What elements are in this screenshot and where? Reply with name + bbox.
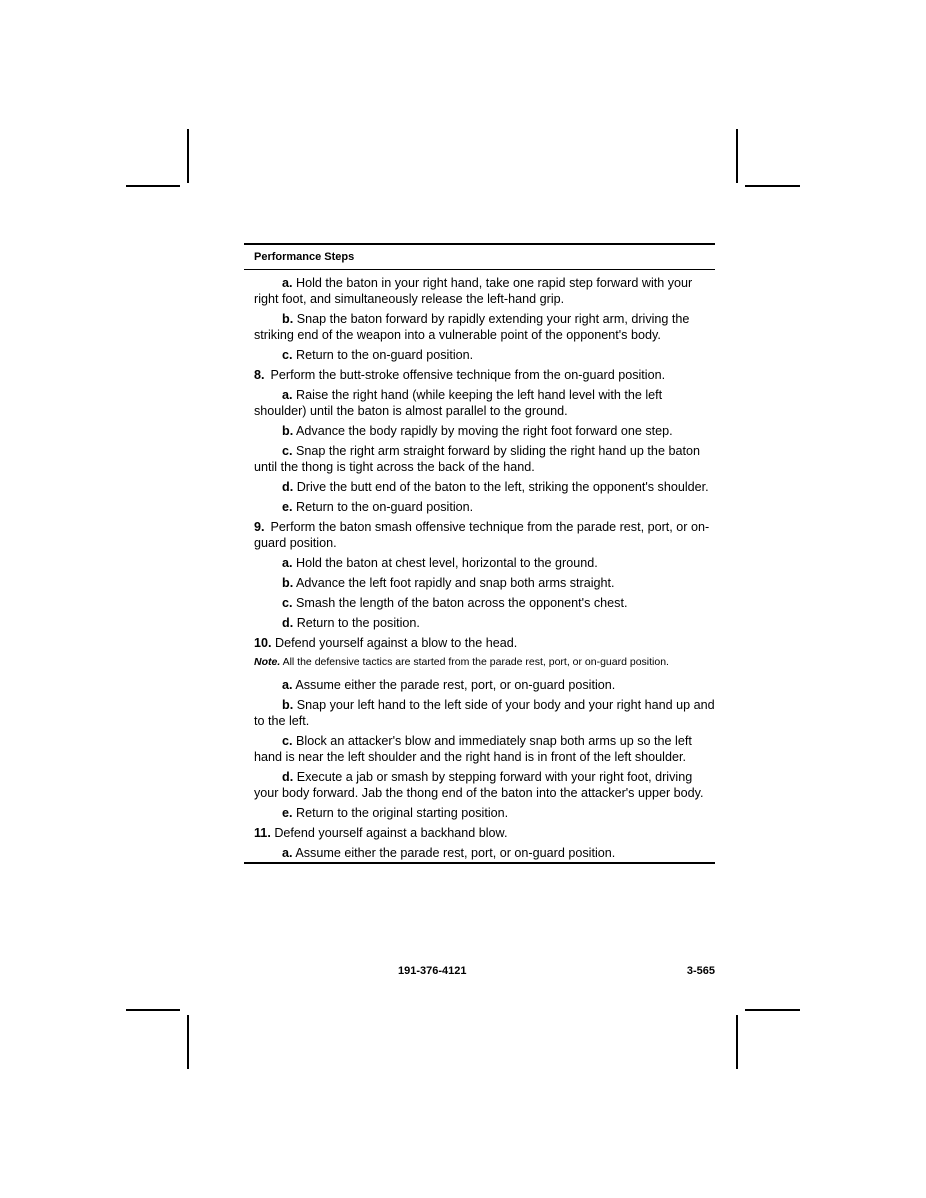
section-title: Performance Steps: [254, 251, 355, 263]
substep: [254, 769, 715, 801]
substep: [254, 575, 715, 591]
substep-text: Hold the baton at chest level, horizontal to the ground.: [296, 556, 598, 570]
step-text: Defend yourself against a backhand blow.: [274, 826, 508, 840]
substep: [254, 595, 715, 611]
step-number: 8.: [254, 368, 265, 382]
step-9: [254, 519, 715, 551]
substep-text: Raise the right hand (while keeping the left hand level with the left shoulder) until the baton is almost parallel to the ground.: [254, 388, 663, 418]
substep-text: Snap your left hand to the left side of your body and your right hand up and to the left.: [254, 698, 715, 728]
substep: [254, 697, 715, 729]
substep-label: b.: [282, 312, 294, 326]
substep: [254, 311, 715, 343]
substep: [254, 443, 715, 475]
substep-label: d.: [282, 616, 294, 630]
substep-text: Snap the right arm straight forward by sliding the right hand up the baton until the thong is tight across the back of the hand.: [254, 444, 700, 474]
substep-label: b.: [282, 576, 294, 590]
substep-label: a.: [282, 276, 293, 290]
step-number: 10.: [254, 636, 272, 650]
document-number: 191-376-4121: [398, 965, 467, 977]
step-11: [254, 825, 715, 841]
step-8: [254, 367, 715, 383]
substep-text: Smash the length of the baton across the opponent's chest.: [296, 596, 628, 610]
substep-text: Assume either the parade rest, port, or on-guard position.: [295, 846, 616, 860]
crop-mark-top-left-horizontal: [126, 185, 180, 187]
substep: [254, 677, 715, 693]
note-label: Note.: [254, 656, 281, 668]
substep-label: c.: [282, 734, 293, 748]
substep-text: Return to the position.: [296, 616, 420, 630]
substep-text: Drive the butt end of the baton to the left, striking the opponent's shoulder.: [296, 480, 709, 494]
substep-label: d.: [282, 770, 294, 784]
substep-label: c.: [282, 596, 293, 610]
substep-label: b.: [282, 424, 294, 438]
steps-list: [244, 270, 715, 861]
substep-label: e.: [282, 500, 293, 514]
substep-label: b.: [282, 698, 294, 712]
substep-text: Return to the on-guard position.: [296, 500, 474, 514]
note: [254, 655, 715, 669]
document-page: [244, 243, 715, 864]
substep: [254, 387, 715, 419]
substep-label: a.: [282, 388, 293, 402]
substep-label: d.: [282, 480, 294, 494]
note-text: All the defensive tactics are started from the parade rest, port, or on-guard position.: [282, 656, 669, 668]
substep-text: Execute a jab or smash by stepping forward with your right foot, driving your body forward. Jab the thong end of the baton into the attacker's upper body.: [254, 770, 704, 800]
substep-label: a.: [282, 846, 293, 860]
substep-text: Advance the body rapidly by moving the right foot forward one step.: [296, 424, 673, 438]
substep-label: c.: [282, 348, 293, 362]
crop-mark-bottom-left-vertical: [187, 1015, 189, 1069]
crop-mark-top-left-vertical: [187, 129, 189, 183]
step-10: [254, 635, 715, 651]
substep-text: Advance the left foot rapidly and snap both arms straight.: [296, 576, 615, 590]
substep-label: e.: [282, 806, 293, 820]
crop-mark-bottom-right-vertical: [736, 1015, 738, 1069]
step-number: 9.: [254, 520, 265, 534]
substep: [254, 555, 715, 571]
substep-text: Hold the baton in your right hand, take one rapid step forward with your right foot, and simultaneously release the left-hand grip.: [254, 276, 693, 306]
substep: [254, 479, 715, 495]
substep: [254, 347, 715, 363]
substep-text: Return to the on-guard position.: [296, 348, 474, 362]
page-footer: [244, 965, 715, 983]
substep: [254, 845, 715, 861]
substep: [254, 805, 715, 821]
crop-mark-bottom-right-horizontal: [745, 1009, 800, 1011]
crop-mark-top-right-vertical: [736, 129, 738, 183]
substep: [254, 499, 715, 515]
substep-text: Assume either the parade rest, port, or on-guard position.: [295, 678, 616, 692]
substep-text: Snap the baton forward by rapidly extending your right arm, driving the striking end of the weapon into a vulnerable point of the opponent's body.: [254, 312, 690, 342]
step-number: 11.: [254, 826, 271, 840]
page-bottom-rule: [244, 862, 715, 864]
step-text: Perform the baton smash offensive technique from the parade rest, port, or on-guard position.: [254, 520, 710, 550]
substep: [254, 423, 715, 439]
substep-label: c.: [282, 444, 293, 458]
substep-label: a.: [282, 556, 293, 570]
substep-text: Return to the original starting position.: [296, 806, 509, 820]
substep-text: Block an attacker's blow and immediately snap both arms up so the left hand is near the left shoulder and the right hand is in front of the left shoulder.: [254, 734, 692, 764]
substep: [254, 733, 715, 765]
substep-label: a.: [282, 678, 293, 692]
step-text: Defend yourself against a blow to the head.: [275, 636, 518, 650]
substep: [254, 615, 715, 631]
crop-mark-bottom-left-horizontal: [126, 1009, 180, 1011]
substep: [254, 275, 715, 307]
page-number: 3-565: [686, 965, 715, 977]
step-text: Perform the butt-stroke offensive technique from the on-guard position.: [270, 368, 666, 382]
crop-mark-top-right-horizontal: [745, 185, 800, 187]
